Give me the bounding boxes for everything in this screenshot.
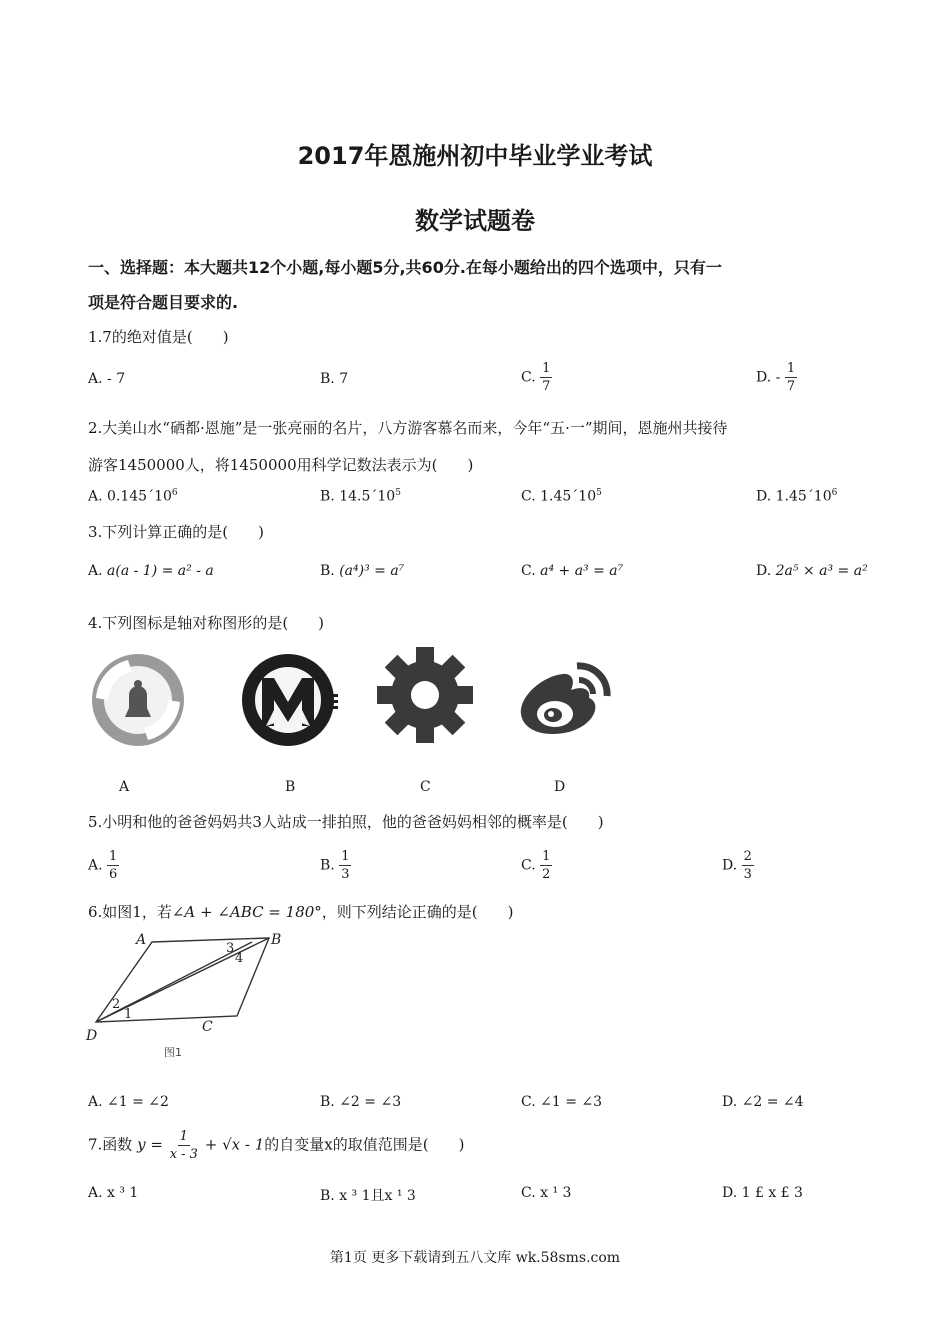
q7-stem: 7.函数 y = $\frac{1}{x - 3}$ + √x - 1的自变量x的取值范围是( )	[88, 1129, 465, 1162]
icon-a-bell-logo	[88, 650, 188, 750]
q1-option-d: D. - $\frac{1}{7}$	[756, 361, 796, 394]
q2-option-a: A. $0.145´10^6$	[88, 488, 178, 505]
vertex-d: D	[86, 1028, 98, 1044]
q7-option-a: A. x ³ 1	[88, 1185, 139, 1201]
q3-option-c: C. a⁴ + a³ = a⁷	[521, 563, 624, 579]
q3-option-d: D. 2a⁵ × a³ = a²	[756, 563, 868, 579]
q2-option-c: C. $1.45´10^5$	[521, 488, 602, 505]
q7-option-b: B. x ³ 1且x ¹ 3	[320, 1188, 416, 1204]
q5-option-d: D. $\frac{2}{3}$	[722, 849, 752, 882]
angle-label-1: 1	[124, 1007, 133, 1022]
q1-option-a: A. - 7	[88, 371, 126, 387]
q4-label-d: D	[554, 779, 566, 795]
q2-option-b: B. $14.5´10^5$	[320, 488, 401, 505]
exam-title: 2017年恩施州初中毕业学业考试	[297, 142, 653, 170]
figure-caption: 图1	[164, 1046, 182, 1059]
angle-label-3: 3	[226, 941, 235, 956]
q2-option-d: D. $1.45´10^6$	[756, 488, 838, 505]
q3-option-a: A. a(a - 1) = a² - a	[88, 563, 214, 579]
q5-option-b: B. $\frac{1}{3}$	[320, 849, 350, 882]
q5-option-a: A. $\frac{1}{6}$	[88, 849, 118, 882]
exam-subtitle: 数学试题卷	[415, 207, 535, 235]
page-footer: 第1页 更多下载请到五八文库 wk.58sms.com	[329, 1250, 621, 1266]
icon-d-weibo	[515, 648, 615, 748]
q1-stem: 1.7的绝对值是( )	[88, 328, 229, 346]
q1-option-b: B. 7	[320, 371, 349, 387]
q6-stem: 6.如图1，若∠A + ∠ABC = 180°，则下列结论正确的是( )	[88, 903, 514, 921]
q6-option-a: A. ∠1 = ∠2	[88, 1094, 169, 1110]
q4-stem: 4.下列图标是轴对称图形的是( )	[88, 614, 325, 632]
vertex-a: A	[136, 932, 147, 948]
q4-label-a: A	[119, 779, 130, 795]
figure-1-parallelogram	[84, 928, 294, 1063]
q5-option-c: C. $\frac{1}{2}$	[521, 849, 551, 882]
icon-b-bank-logo	[240, 650, 340, 750]
section-header-line1: 一、选择题：本大题共12个小题,每小题5分,共60分.在每小题给出的四个选项中，只有一	[88, 258, 722, 277]
icon-c-gear	[375, 645, 475, 745]
vertex-c: C	[202, 1019, 213, 1035]
angle-label-2: 2	[112, 997, 121, 1012]
q6-option-c: C. ∠1 = ∠3	[521, 1094, 603, 1110]
q1-option-c: C. $\frac{1}{7}$	[521, 361, 551, 394]
section-header-line2: 项是符合题目要求的.	[88, 293, 239, 312]
q4-label-c: C	[420, 779, 431, 795]
q4-label-b: B	[285, 779, 296, 795]
q7-option-c: C. x ¹ 3	[521, 1185, 572, 1201]
q3-option-b: B. (a⁴)³ = a⁷	[320, 563, 405, 579]
q7-option-d: D. 1 £ x £ 3	[722, 1185, 803, 1201]
q6-option-b: B. ∠2 = ∠3	[320, 1094, 402, 1110]
q2-stem-line1: 2.大美山水“硒都·恩施”是一张亮丽的名片，八方游客慕名而来，今年“五·一”期间，恩施州共接待	[88, 419, 728, 437]
q5-stem: 5.小明和他的爸爸妈妈共3人站成一排拍照，他的爸爸妈妈相邻的概率是( )	[88, 813, 604, 831]
q6-option-d: D. ∠2 = ∠4	[722, 1094, 804, 1110]
vertex-b: B	[271, 932, 282, 948]
q2-stem-line2: 游客1450000人，将1450000用科学记数法表示为( )	[88, 456, 474, 474]
q3-stem: 3.下列计算正确的是( )	[88, 523, 265, 541]
angle-label-4: 4	[235, 951, 244, 966]
